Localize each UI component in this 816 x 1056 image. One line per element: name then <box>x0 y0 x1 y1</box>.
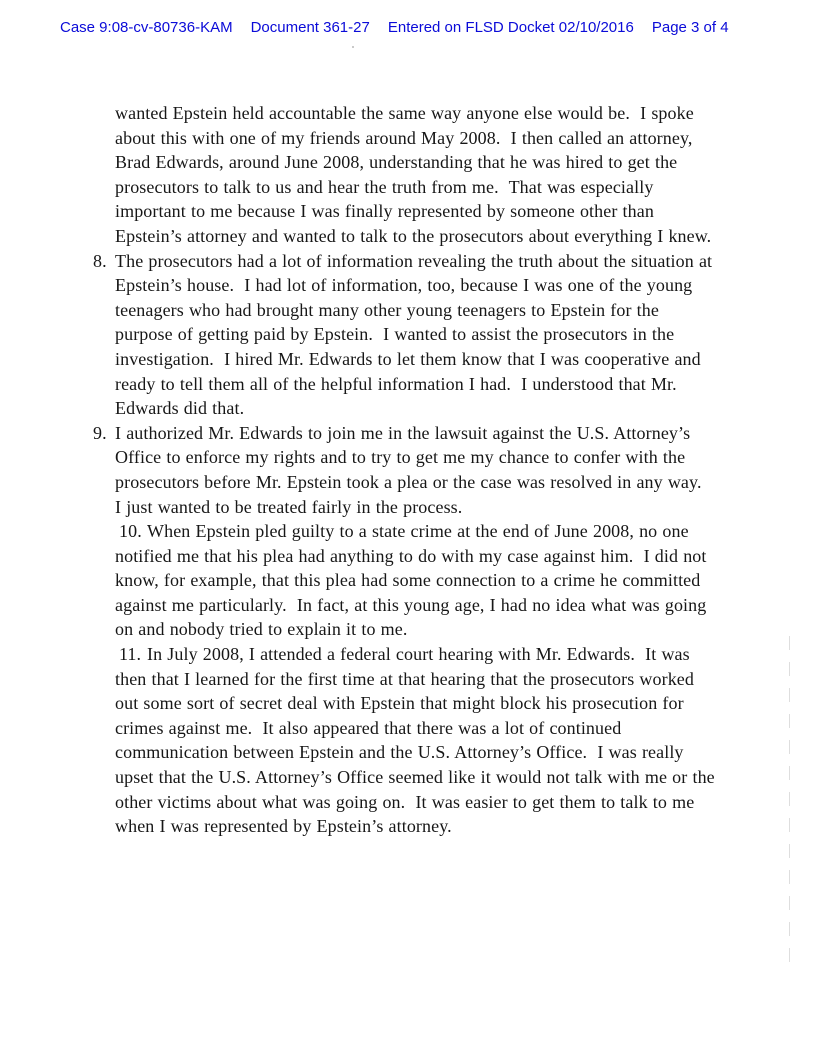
scan-artifact-line <box>789 636 790 966</box>
paragraph-number: 8. <box>93 250 107 271</box>
paragraph-number: 10. <box>119 521 142 542</box>
page-number: Page 3 of 4 <box>651 19 729 36</box>
scan-speck <box>352 46 354 48</box>
paragraph-7-continuation <box>93 101 715 249</box>
case-number: Case 9:08-cv-80736-KAM <box>60 19 233 36</box>
ecf-stamp-header <box>60 19 760 36</box>
paragraph-9 <box>93 421 715 519</box>
paragraph-text: When Epstein pled guilty to a state crime at the end of June 2008, no one notified me that his plea had anything to do with my case against him. I did not know, for example, that this plea had some connection to a crime he committed against me particularly. In fact, at this young age, I had no idea what was going on and nobody tried to explain it to me. <box>115 521 712 640</box>
paragraph-number: 11. <box>119 644 142 665</box>
paragraph-text: I authorized Mr. Edwards to join me in the lawsuit against the U.S. Attorney’s Office to enforce my rights and to try to get me my chance to confer with the prosecutors before Mr. Epstein took a plea or the case was resolved in any way. I just wanted to be treated fairly in the process. <box>115 422 712 517</box>
paragraph-number: 9. <box>93 422 107 443</box>
document-number: Document 361-27 <box>250 19 370 36</box>
paragraph-text: In July 2008, I attended a federal court hearing with Mr. Edwards. It was then that I learned for the first time at that hearing that the prosecutors worked out some sort of secret deal with Epstein that might block his prosecution for crimes against me. It also appeared that there was a lot of continued communication between Epstein and the U.S. Attorney’s Office. I was really upset that the U.S. Attorney’s Office seemed like it would not talk with me or the other victims about what was going on. It was easier to get them to talk to me when I was represented by Epstein’s attorney. <box>115 644 720 837</box>
paragraph-11 <box>93 642 720 839</box>
paragraph-8 <box>93 249 718 421</box>
paragraph-text: wanted Epstein held accountable the same way anyone else would be. I spoke about this with one of my friends around May 2008. I then called an attorney, Brad Edwards, around June 2008, understanding that he was hired to get the prosecutors to talk to us and hear the truth from me. That was especially important to me because I was finally represented by someone other than Epstein’s attorney and wanted to talk to the prosecutors about everything I knew. <box>115 103 712 246</box>
docket-entry-date: Entered on FLSD Docket 02/10/2016 <box>387 19 634 36</box>
affidavit-text-block <box>93 101 720 839</box>
paragraph-text: The prosecutors had a lot of information revealing the truth about the situation at Epstein’s house. I had lot of information, too, because I was one of the young teenagers who had brought many other young teenagers to Epstein for the purpose of getting paid by Epstein. I wanted to assist the prosecutors in the investigation. I hired Mr. Edwards to let them know that I was cooperative and ready to tell them all of the helpful information I had. I understood that Mr. Edwards did that. <box>115 250 718 419</box>
paragraph-10 <box>93 519 715 642</box>
